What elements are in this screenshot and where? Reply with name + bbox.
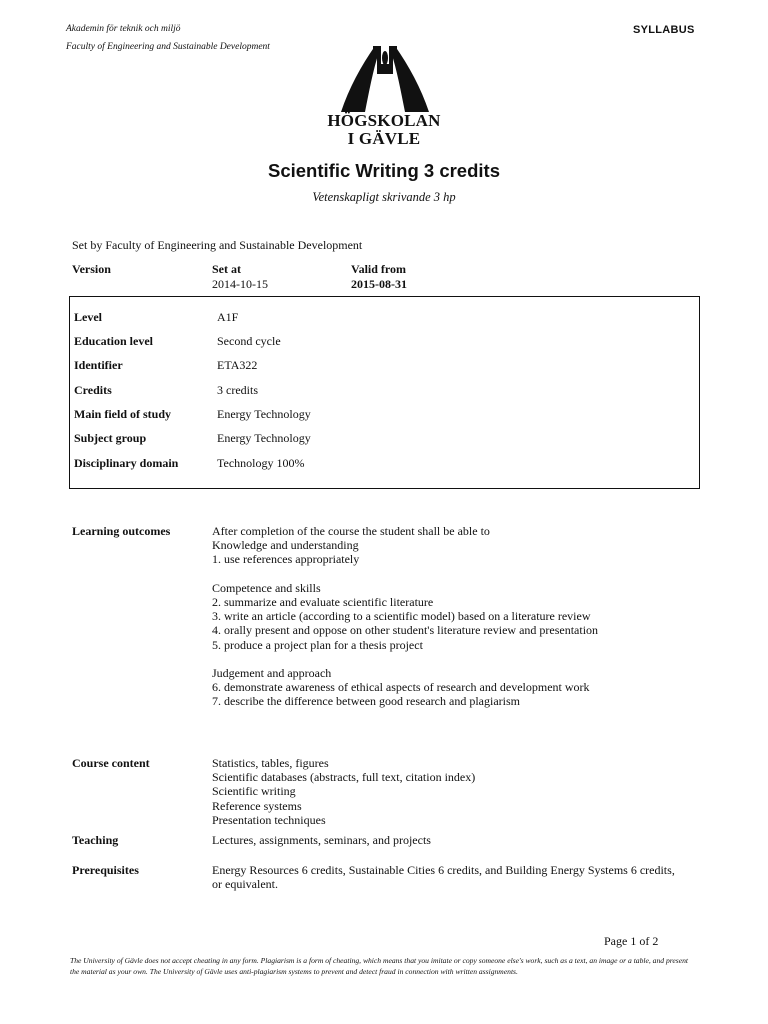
lo-heading-judgement: Judgement and approach: [212, 666, 332, 680]
content-item: Scientific databases (abstracts, full text, citation index): [212, 770, 476, 785]
logo-line-2: I GÄVLE: [347, 129, 421, 148]
info-value-credits: 3 credits: [217, 383, 258, 397]
lo-item-7: 7. describe the difference between good research and plagiarism: [212, 694, 520, 709]
course-content-label: Course content: [72, 756, 150, 770]
info-label-disciplinary-domain: Disciplinary domain: [74, 456, 179, 470]
version-label: Version: [72, 262, 111, 276]
header-doc-type: SYLLABUS: [633, 24, 695, 36]
course-content-body: [212, 756, 682, 827]
lo-intro: After completion of the course the student shall be able to: [212, 524, 490, 538]
lo-item-1: 1. use references appropriately: [212, 552, 360, 567]
page-number: Page 1 of 2: [604, 934, 659, 948]
valid-from-label: Valid from: [351, 262, 407, 276]
lo-item-2: 2. summarize and evaluate scientific literature: [212, 595, 434, 609]
lo-heading-competence: Competence and skills: [212, 580, 321, 595]
learning-outcomes-body: [212, 524, 682, 709]
set-by-text: Set by Faculty of Engineering and Sustainable Development: [72, 238, 363, 252]
course-subtitle-sv: Vetenskapligt skrivande 3 hp: [312, 190, 456, 204]
info-value-level: A1F: [217, 310, 239, 324]
info-value-education-level: Second cycle: [217, 334, 281, 348]
info-label-identifier: Identifier: [74, 358, 123, 372]
prerequisites-label: Prerequisites: [72, 863, 139, 877]
set-at-label: Set at: [212, 262, 241, 276]
content-item: Scientific writing: [212, 784, 296, 799]
content-item: Presentation techniques: [212, 812, 326, 827]
teaching-label: Teaching: [72, 833, 119, 847]
teaching-text: Lectures, assignments, seminars, and projects: [212, 833, 431, 847]
valid-from-value: 2015-08-31: [351, 277, 407, 291]
lo-heading-knowledge: Knowledge and understanding: [212, 538, 359, 553]
course-info-box: [69, 296, 700, 489]
content-item: Reference systems: [212, 798, 302, 813]
university-logo-icon: [339, 44, 431, 114]
info-value-disciplinary-domain: Technology 100%: [217, 456, 305, 470]
lo-item-4: 4. orally present and oppose on other student's literature review and presentation: [212, 623, 599, 638]
info-value-identifier: ETA322: [217, 358, 258, 372]
info-label-level: Level: [74, 310, 102, 324]
prerequisites-text: Energy Resources 6 credits, Sustainable Cities 6 credits, and Building Energy Systems 6 credits, or equivalent.: [212, 863, 675, 892]
info-label-education-level: Education level: [74, 334, 154, 348]
info-value-main-field: Energy Technology: [217, 407, 311, 421]
info-value-subject-group: Energy Technology: [217, 431, 311, 445]
university-logo-text: [284, 112, 484, 148]
plagiarism-footer-note: The University of Gävle does not accept cheating in any form. Plagiarism is a form of cheating, which means that you imitate or copy someone else's work, such as a text, an image or a table, and present the material as your own. The University of Gävle uses anti-plagiarism systems to prevent and detect fraud in connection with written assignments.: [70, 956, 689, 976]
lo-item-5: 5. produce a project plan for a thesis project: [212, 637, 423, 652]
info-label-credits: Credits: [74, 383, 112, 397]
info-label-main-field: Main field of study: [74, 407, 172, 421]
course-title: Scientific Writing 3 credits: [268, 160, 500, 181]
set-at-value: 2014-10-15: [212, 277, 268, 291]
lo-item-3: 3. write an article (according to a scientific model) based on a literature review: [212, 609, 591, 624]
info-label-subject-group: Subject group: [74, 431, 147, 445]
content-item: Statistics, tables, figures: [212, 756, 329, 770]
lo-item-6: 6. demonstrate awareness of ethical aspects of research and development work: [212, 680, 590, 695]
learning-outcomes-label: Learning outcomes: [72, 524, 171, 538]
header-academy-sv: Akademin för teknik och miljö: [66, 24, 181, 34]
header-faculty-en: Faculty of Engineering and Sustainable Development: [66, 42, 270, 52]
logo-line-1: HÖGSKOLAN: [327, 111, 441, 130]
